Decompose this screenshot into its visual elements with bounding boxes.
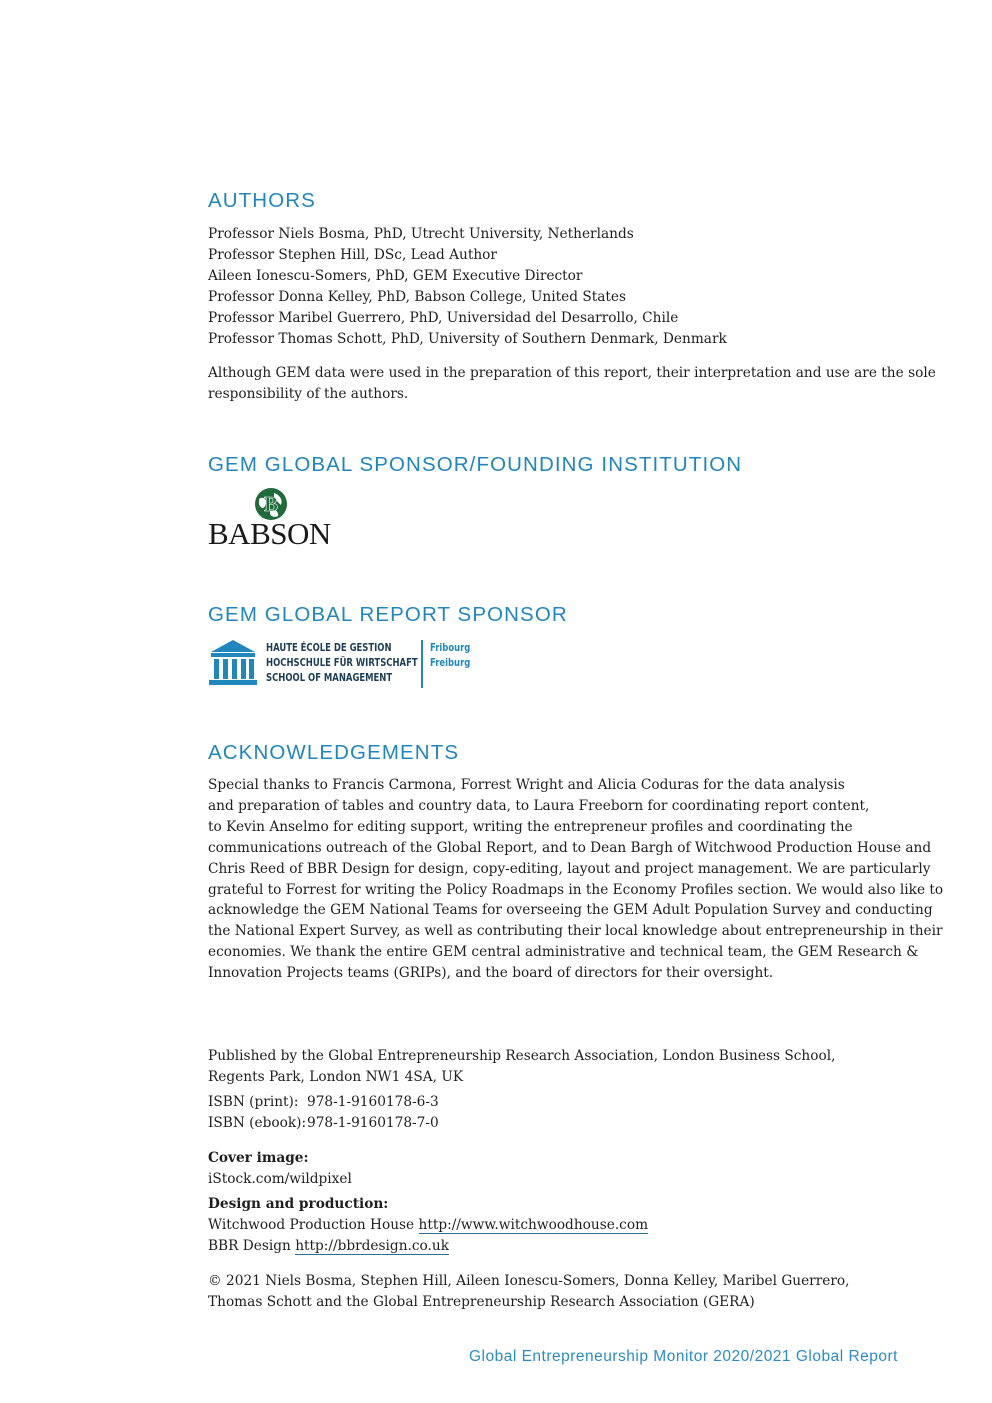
witchwood-link[interactable]: http://www.witchwoodhouse.com: [418, 1216, 649, 1233]
authors-list: [208, 224, 727, 349]
cover-value: iStock.com/wildpixel: [208, 1170, 352, 1187]
ack-line: and preparation of tables and country data, to Laura Freeborn for coordinating report content,: [208, 797, 870, 814]
author-line: Professor Niels Bosma, PhD, Utrecht University, Netherlands: [208, 226, 634, 242]
author-line: Professor Maribel Guerrero, PhD, Universidad del Desarrollo, Chile: [208, 309, 679, 326]
ack-line: communications outreach of the Global Report, and to Dean Bargh of Witchwood Production House and: [208, 839, 932, 856]
copyright-block: [208, 1271, 850, 1313]
author-line: Professor Stephen Hill, DSc, Lead Author: [208, 246, 497, 263]
isbn-print-row: [208, 1092, 439, 1113]
bbr-link[interactable]: http://bbrdesign.co.uk: [295, 1237, 449, 1254]
cover-block: [208, 1148, 352, 1190]
isbn-print-label: ISBN (print):: [208, 1094, 299, 1110]
heg-divider: [421, 640, 423, 688]
heg-logo: [208, 636, 478, 690]
published-line: Regents Park, London NW1 4SA, UK: [208, 1068, 464, 1085]
author-line: Professor Donna Kelley, PhD, Babson College, United States: [208, 288, 626, 305]
ack-line: to Kevin Anselmo for editing support, writing the entrepreneur profiles and coordinating the: [208, 818, 853, 835]
isbn-ebook-label: ISBN (ebook):: [208, 1114, 307, 1131]
cover-label: Cover image:: [208, 1150, 309, 1166]
author-line: Professor Thomas Schott, PhD, University of Southern Denmark, Denmark: [208, 330, 727, 347]
heg-city: Fribourg: [430, 642, 471, 654]
disclaimer-line: Although GEM data were used in the preparation of this report, their interpretation and use are the sole: [208, 365, 936, 381]
design-label: Design and production:: [208, 1196, 389, 1212]
disclaimer-line: responsibility of the authors.: [208, 385, 409, 402]
published-by: [208, 1046, 835, 1088]
witchwood-name: Witchwood Production House: [208, 1216, 415, 1233]
ack-line: acknowledge the GEM National Teams for overseeing the GEM Adult Population Survey and conducting: [208, 902, 933, 919]
copyright-line: © 2021 Niels Bosma, Stephen Hill, Aileen Ionescu-Somers, Donna Kelley, Maribel Guerrero,: [208, 1273, 850, 1289]
isbn-ebook-value: 978-1-9160178-7-0: [307, 1114, 439, 1131]
ack-line: Special thanks to Francis Carmona, Forrest Wright and Alicia Coduras for the data analysis: [208, 777, 845, 793]
heg-line: HOCHSCHULE FÜR WIRTSCHAFT: [266, 657, 418, 670]
authors-disclaimer: [208, 363, 936, 405]
heg-school-names: [266, 641, 418, 687]
acknowledgements-heading: ACKNOWLEDGEMENTS: [208, 741, 460, 764]
ack-line: the National Expert Survey, as well as contributing their local knowledge about entrepreneurship in their: [208, 923, 943, 940]
heg-line: HAUTE ÉCOLE DE GESTION: [266, 642, 392, 654]
acknowledgements-text: [208, 775, 943, 984]
building-icon: [208, 638, 258, 686]
heg-city: Freiburg: [430, 657, 471, 670]
witchwood-row: [208, 1215, 648, 1236]
bbr-name: BBR Design: [208, 1237, 291, 1254]
founding-sponsor-heading: GEM GLOBAL SPONSOR/FOUNDING INSTITUTION: [208, 453, 743, 476]
author-line: Aileen Ionescu-Somers, PhD, GEM Executive Director: [208, 267, 583, 284]
copyright-line: Thomas Schott and the Global Entrepreneurship Research Association (GERA): [208, 1293, 755, 1310]
svg-text:B: B: [263, 492, 279, 516]
design-block: [208, 1194, 648, 1257]
heg-city-names: [430, 641, 470, 671]
authors-heading: AUTHORS: [208, 189, 316, 212]
babson-wordmark: BABSON: [208, 516, 331, 551]
published-line: Published by the Global Entrepreneurship Research Association, London Business School,: [208, 1048, 836, 1064]
babson-logo: [208, 487, 338, 552]
bbr-row: [208, 1236, 648, 1257]
isbn-block: [208, 1092, 439, 1134]
report-sponsor-heading: GEM GLOBAL REPORT SPONSOR: [208, 603, 568, 626]
running-title: Global Entrepreneurship Monitor 2020/2021 Global Report: [468, 1348, 898, 1365]
isbn-ebook-row: [208, 1113, 439, 1134]
ack-line: economies. We thank the entire GEM central administrative and technical team, the GEM Research &: [208, 944, 919, 961]
ack-line: Innovation Projects teams (GRIPs), and the board of directors for their oversight.: [208, 965, 774, 982]
heg-line: SCHOOL OF MANAGEMENT: [266, 672, 393, 685]
isbn-print-value: 978-1-9160178-6-3: [307, 1094, 439, 1110]
ack-line: Chris Reed of BBR Design for design, copy-editing, layout and project management. We are particularly: [208, 860, 931, 877]
ack-line: grateful to Forrest for writing the Policy Roadmaps in the Economy Profiles section. We would also like to: [208, 881, 944, 898]
